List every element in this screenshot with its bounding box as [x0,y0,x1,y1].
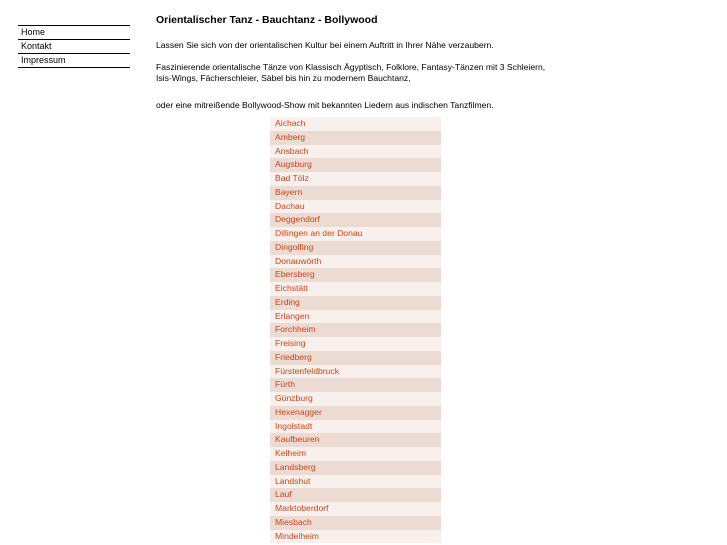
sidebar-nav [18,25,130,68]
nav-item-impressum[interactable]: Impressum [18,54,130,68]
city-link[interactable]: Bad Tölz [270,172,441,186]
city-link[interactable]: Kaufbeuren [270,433,441,447]
city-link[interactable]: Eichstätt [270,282,441,296]
city-list [270,117,441,543]
city-link[interactable]: Lauf [270,488,441,502]
city-link[interactable]: Bayern [270,186,441,200]
city-link[interactable]: Fürth [270,378,441,392]
city-link[interactable]: Günzburg [270,392,441,406]
page-title: Orientalischer Tanz - Bauchtanz - Bollywood [156,14,378,26]
city-link[interactable]: Ingolstadt [270,420,441,434]
city-link[interactable]: Kelheim [270,447,441,461]
city-link[interactable]: Friedberg [270,351,441,365]
description-line-2: Isis-Wings, Fächerschleier, Säbel bis hin zu modernem Bauchtanz, [156,73,411,83]
main-content [156,14,716,122]
city-link[interactable]: Miesbach [270,516,441,530]
city-link[interactable]: Ebersberg [270,268,441,282]
city-link[interactable]: Ansbach [270,145,441,159]
nav-item-home[interactable]: Home [18,26,130,40]
city-link[interactable]: Erlangen [270,310,441,324]
city-link[interactable]: Dachau [270,200,441,214]
city-link[interactable]: Amberg [270,131,441,145]
city-link[interactable]: Freising [270,337,441,351]
description-text [156,62,716,84]
city-link[interactable]: Fürstenfeldbruck [270,365,441,379]
city-link[interactable]: Erding [270,296,441,310]
city-link[interactable]: Donauwörth [270,255,441,269]
city-link[interactable]: Aichach [270,117,441,131]
bollywood-text: oder eine mitreißende Bollywood-Show mit bekannten Liedern aus indischen Tanzfilmen. [156,100,494,110]
nav-item-kontakt[interactable]: Kontakt [18,40,130,54]
city-link[interactable]: Dingolfing [270,241,441,255]
description-line-1: Faszinierende orientalische Tänze von Klassisch Ägyptisch, Folklore, Fantasy-Tänzen mit 3 Schleiern, [156,62,546,72]
city-link[interactable]: Deggendorf [270,213,441,227]
city-link[interactable]: Mindelheim [270,530,441,544]
city-link[interactable]: Landsberg [270,461,441,475]
city-link[interactable]: Landshut [270,475,441,489]
city-link[interactable]: Hexenagger [270,406,441,420]
city-link[interactable]: Forchheim [270,323,441,337]
intro-text: Lassen Sie sich von der orientalischen Kultur bei einem Auftritt in Ihrer Nähe verzaubern. [156,40,494,50]
city-link[interactable]: Marktoberdorf [270,502,441,516]
city-link[interactable]: Dillingen an der Donau [270,227,441,241]
city-link[interactable]: Augsburg [270,158,441,172]
